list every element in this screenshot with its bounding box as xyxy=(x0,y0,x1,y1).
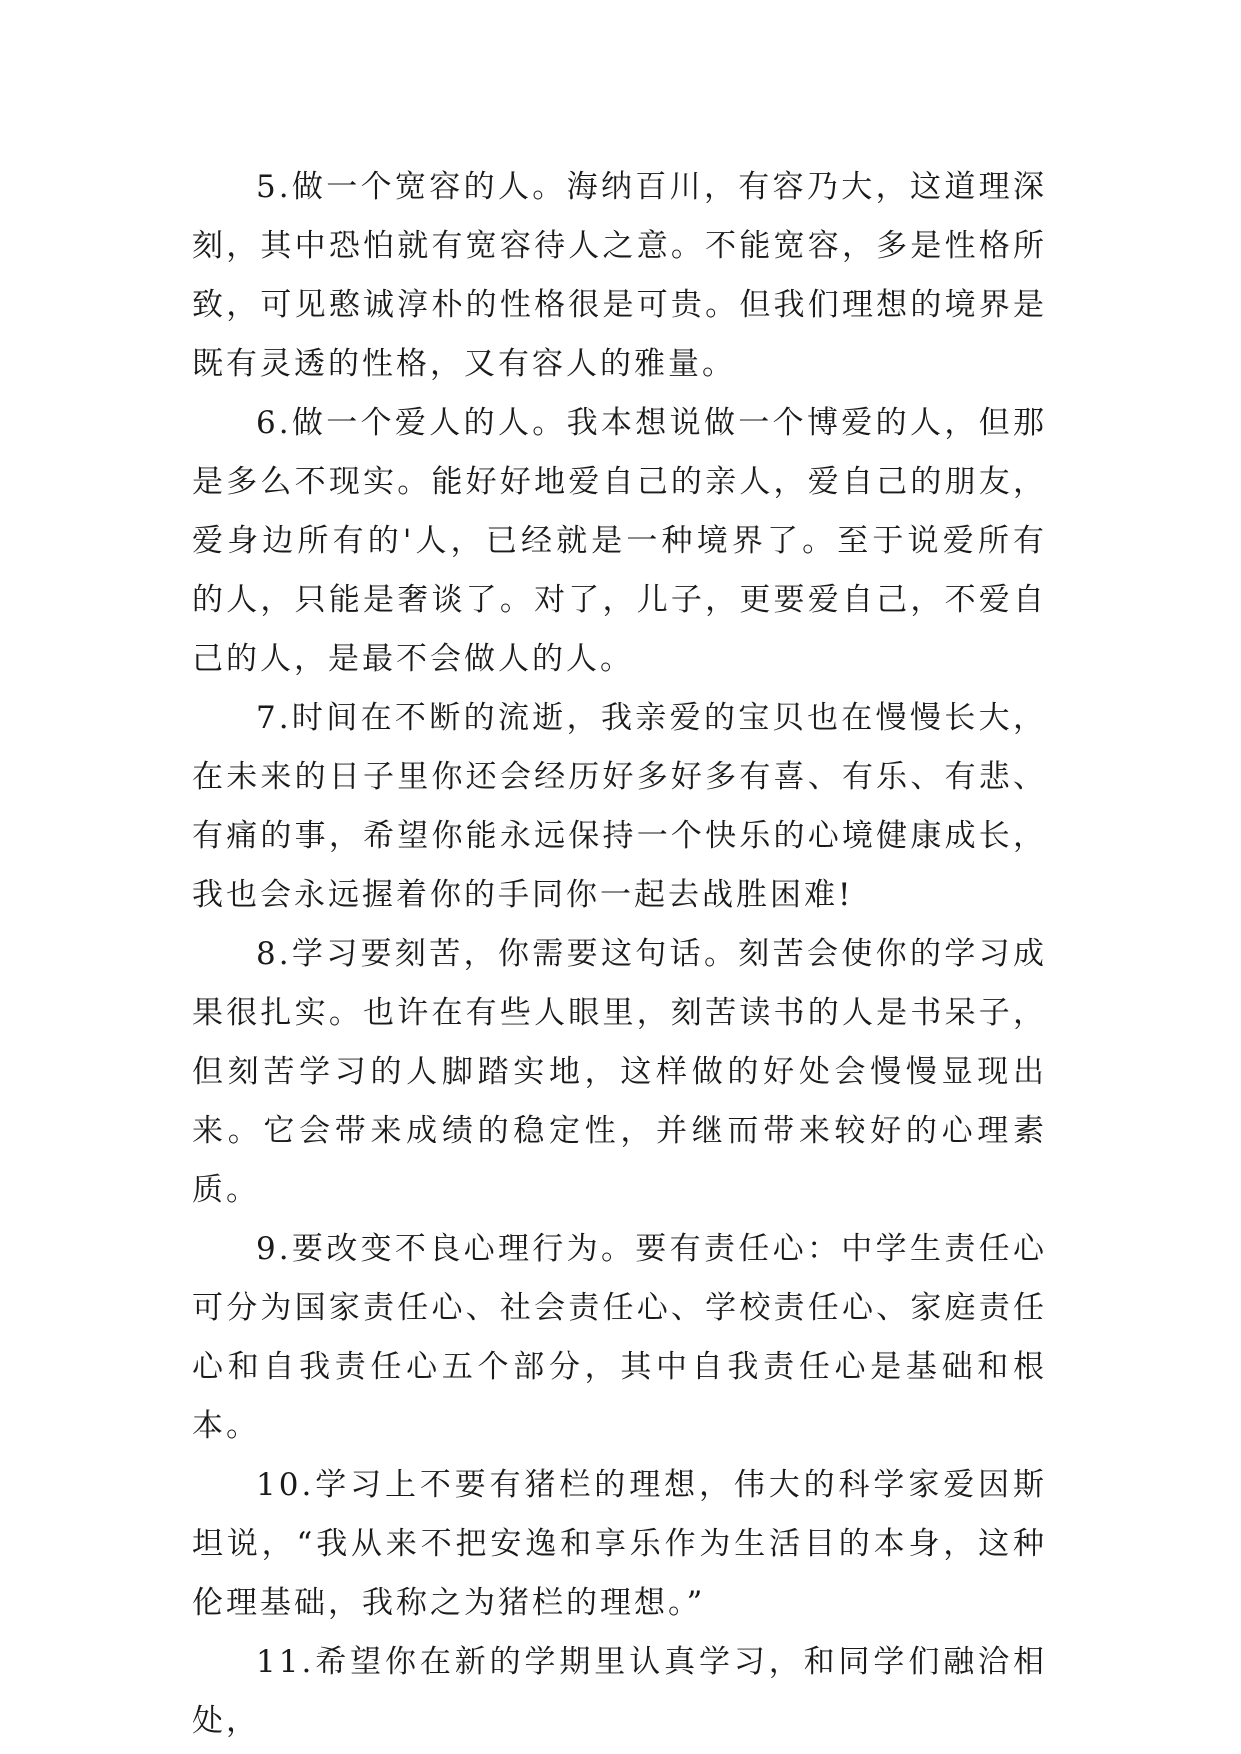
paragraph-9: 9.要改变不良心理行为。要有责任心：中学生责任心可分为国家责任心、社会责任心、学校责任心、家庭责任心和自我责任心五个部分，其中自我责任心是基础和根本。 xyxy=(192,1231,1047,1444)
paragraph-6: 6.做一个爱人的人。我本想说做一个博爱的人，但那是多么不现实。能好好地爱自己的亲人，爱自己的朋友，爱身边所有的'人，已经就是一种境界了。至于说爱所有的人，只能是奢谈了。对了，儿子，更要爱自己，不爱自己的人，是最不会做人的人。 xyxy=(192,405,1047,677)
document-body xyxy=(192,158,1047,1751)
paragraph-8: 8.学习要刻苦，你需要这句话。刻苦会使你的学习成果很扎实。也许在有些人眼里，刻苦读书的人是书呆子，但刻苦学习的人脚踏实地，这样做的好处会慢慢显现出来。它会带来成绩的稳定性，并继而带来较好的心理素质。 xyxy=(192,936,1047,1208)
paragraph-5: 5.做一个宽容的人。海纳百川，有容乃大，这道理深刻，其中恐怕就有宽容待人之意。不能宽容，多是性格所致，可见憨诚淳朴的性格很是可贵。但我们理想的境界是既有灵透的性格，又有容人的雅量。 xyxy=(192,169,1047,382)
paragraph-7: 7.时间在不断的流逝，我亲爱的宝贝也在慢慢长大，在未来的日子里你还会经历好多好多有喜、有乐、有悲、有痛的事，希望你能永远保持一个快乐的心境健康成长，我也会永远握着你的手同你一起去战胜困难! xyxy=(192,700,1047,913)
paragraph-10: 10.学习上不要有猪栏的理想，伟大的科学家爱因斯坦说，“我从来不把安逸和享乐作为生活目的本身，这种伦理基础，我称之为猪栏的理想。” xyxy=(192,1467,1047,1621)
paragraph-11: 11.希望你在新的学期里认真学习，和同学们融洽相处， xyxy=(192,1644,1047,1739)
